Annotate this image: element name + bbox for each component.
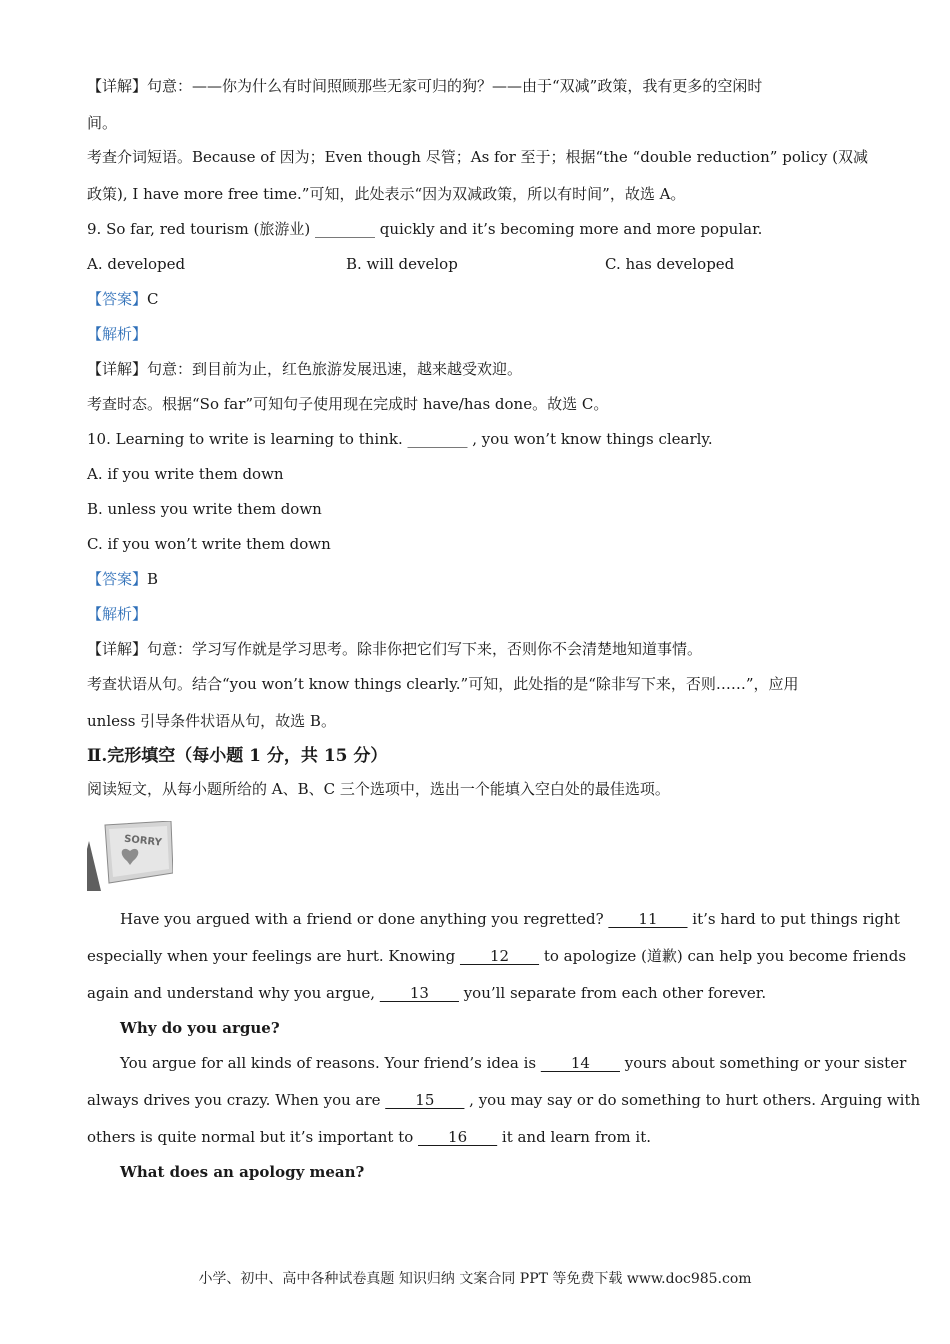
passage-p1-line3 bbox=[87, 983, 847, 1003]
section2-title: Ⅱ.完形填空（每小题 1 分，共 15 分） bbox=[87, 746, 388, 766]
page-footer: 小学、初中、高中各种试卷真题 知识归纳 文案合同 PPT 等免费下载 www.doc985.com bbox=[198, 1271, 752, 1287]
q10-answer bbox=[87, 569, 867, 589]
blank-16: ____16____ bbox=[418, 1128, 498, 1146]
q9-option-a: A. developed bbox=[87, 255, 186, 273]
passage-text: others is quite normal but it’s important to bbox=[87, 1128, 419, 1146]
passage-text: Have you argued with a friend or done anything you regretted? bbox=[120, 910, 609, 928]
blank-12: ____12____ bbox=[459, 947, 540, 965]
q8-detail-line1: 【详解】句意：——你为什么有时间照顾那些无家可归的狗？——由于“双减”政策，我有更多的空闲时 bbox=[87, 77, 763, 95]
q10-explain-line2: unless 引导条件状语从句，故选 B。 bbox=[87, 712, 336, 730]
q8-detail-line2: 间。 bbox=[87, 114, 118, 132]
q10-explain-line1: 考查状语从句。结合“you won’t know things clearly.”可知，此处指的是“除非写下来，否则……”，应用 bbox=[87, 675, 799, 693]
passage-text: always drives you crazy. When you are bbox=[87, 1091, 386, 1109]
q9-options bbox=[87, 254, 867, 274]
q10-option-a: A. if you write them down bbox=[87, 465, 284, 483]
passage-text: You argue for all kinds of reasons. Your friend’s idea is bbox=[120, 1054, 541, 1072]
q10-option-b: B. unless you write them down bbox=[87, 500, 322, 518]
blank-14: ____14____ bbox=[540, 1054, 620, 1072]
cloze-passage bbox=[87, 909, 921, 1182]
q9-detail: 【详解】句意：到目前为止，红色旅游发展迅速，越来越受欢迎。 bbox=[87, 360, 523, 378]
passage-p1-line1 bbox=[87, 909, 900, 929]
passage-p1-line2 bbox=[87, 946, 907, 966]
passage-p2-line2 bbox=[87, 1090, 921, 1110]
sorry-heart-image bbox=[87, 821, 173, 891]
q9-analysis-label: 【解析】 bbox=[87, 325, 148, 343]
q9-stem: 9. So far, red tourism (旅游业) ________ quickly and it’s becoming more and more popular. bbox=[87, 220, 763, 238]
passage-text: yours about something or your sister bbox=[619, 1054, 907, 1072]
passage-heading-why-argue: Why do you argue? bbox=[120, 1019, 280, 1037]
blank-11: ____11____ bbox=[608, 910, 688, 928]
passage-text: again and understand why you argue, bbox=[87, 984, 380, 1002]
q8-analysis-line2: 政策), I have more free time.”可知，此处表示“因为双减政策，所以有时间”，故选 A。 bbox=[87, 185, 686, 203]
sorry-card-illustration bbox=[87, 821, 173, 891]
passage-text: you’ll separate from each other forever. bbox=[458, 984, 767, 1002]
q10-option-c: C. if you won’t write them down bbox=[87, 535, 331, 553]
sorry-card-text: SORRY bbox=[123, 833, 163, 849]
q10-answer-value: B bbox=[147, 570, 159, 588]
section2-instruction: 阅读短文，从每小题所给的 A、B、C 三个选项中，选出一个能填入空白处的最佳选项。 bbox=[87, 780, 670, 798]
passage-text: , you may say or do something to hurt others. Arguing with bbox=[464, 1091, 921, 1109]
q9-answer-value: C bbox=[147, 290, 159, 308]
q9-option-b: B. will develop bbox=[346, 255, 458, 273]
q10-analysis-label: 【解析】 bbox=[87, 605, 148, 623]
passage-p2-line3 bbox=[87, 1127, 847, 1147]
passage-text: to apologize (道歉) can help you become friends bbox=[539, 947, 907, 965]
q10-detail: 【详解】句意：学习写作就是学习思考。除非你把它们写下来，否则你不会清楚地知道事情。 bbox=[87, 640, 703, 658]
q9-answer-label: 【答案】 bbox=[87, 290, 148, 308]
passage-text: it and learn from it. bbox=[497, 1128, 652, 1146]
q9-option-c: C. has developed bbox=[605, 255, 735, 273]
passage-text: it’s hard to put things right bbox=[687, 910, 900, 928]
passage-text: especially when your feelings are hurt. Knowing bbox=[87, 947, 460, 965]
q10-stem: 10. Learning to write is learning to think. ________ , you won’t know things clearly. bbox=[87, 430, 713, 448]
passage-p2-line1 bbox=[87, 1053, 907, 1073]
blank-15: ____15____ bbox=[385, 1091, 465, 1109]
q8-analysis-line1: 考查介词短语。Because of 因为；Even though 尽管；As for 至于；根据“the “double reduction” policy (双减 bbox=[87, 148, 868, 166]
blank-13: ____13____ bbox=[379, 984, 459, 1002]
q10-answer-label: 【答案】 bbox=[87, 570, 148, 588]
passage-heading-apology-mean: What does an apology mean? bbox=[120, 1163, 365, 1181]
page-content bbox=[87, 70, 921, 1182]
q9-answer bbox=[87, 289, 867, 309]
q9-explain: 考查时态。根据“So far”可知句子使用现在完成时 have/has done。故选 C。 bbox=[87, 395, 609, 413]
